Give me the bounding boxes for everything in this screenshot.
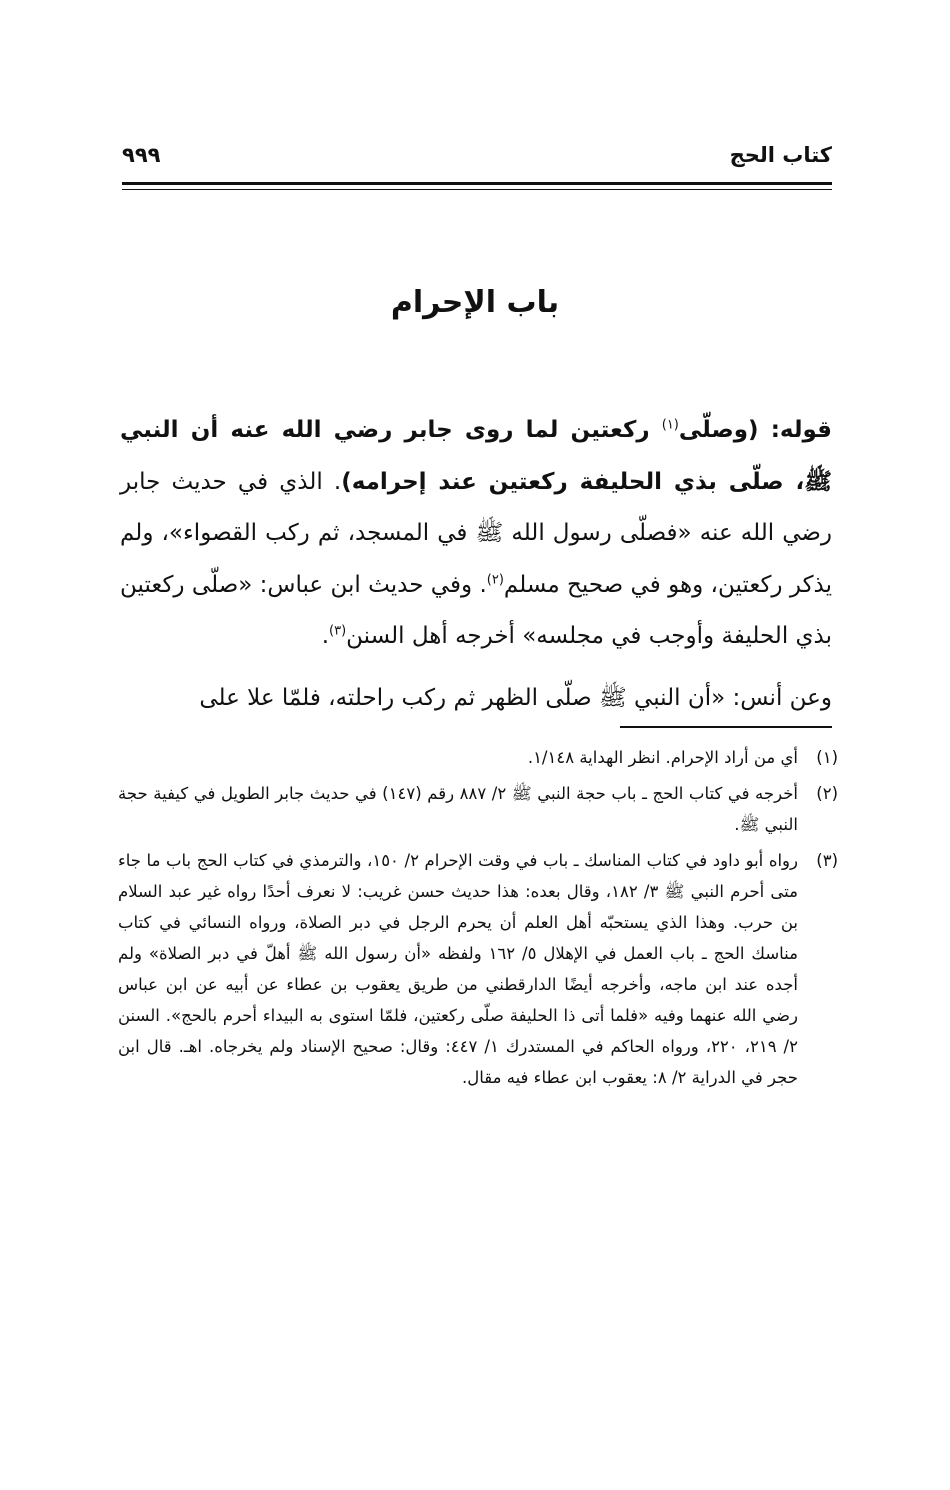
- footnote-ref-1: (١): [661, 417, 679, 433]
- footnote-separator: [620, 726, 832, 728]
- footnote-text: أي من أراد الإحرام. انظر الهداية ١/١٤٨.: [527, 748, 798, 767]
- page-number: ٩٩٩: [122, 143, 161, 167]
- commentary-text-2: . وفي حديث ابن عباس: «صلّى ركعتين بذي الحليفة وأوجب في مجلسه» أخرجه أهل السنن: [120, 571, 832, 649]
- footnotes: [118, 742, 838, 1098]
- footnote-2: [118, 778, 838, 840]
- footnote-ref-2: (٢): [486, 571, 504, 587]
- page-header: [122, 143, 832, 179]
- quoted-text-part-2: ركعتين لما روى جابر رضي الله عنه أن النبي ﷺ، صلّى بذي الحليفة ركعتين عند إحرامه): [120, 417, 832, 495]
- footnote-text: أخرجه في كتاب الحج ـ باب حجة النبي ﷺ ٢/ ٨٨٧ رقم (١٤٧) في حديث جابر الطويل في كيفية حجة النبي ﷺ.: [118, 784, 798, 834]
- footnote-1: [118, 742, 838, 773]
- header-rule-thin: [122, 189, 832, 190]
- paragraph-1: [120, 405, 832, 663]
- footnote-text: رواه أبو داود في كتاب المناسك ـ باب في وقت الإحرام ٢/ ١٥٠، والترمذي في كتاب الحج باب ما جاء متى أحرم النبي ﷺ ٣/ ١٨٢، وقال بعده: هذا حديث حسن غريب: لا نعرف أحدًا رواه غير عبد السلام بن حرب. وهذا الذي يستحبّه أهل العلم أن يحرم الرجل في دبر الصلاة، ورواه النسائي في كتاب مناسك الحج ـ باب العمل في الإهلال ٥/ ١٦٢ ولفظه «أن رسول الله ﷺ أهلّ في دبر الصلاة» ولم أجده عند ابن ماجه، وأخرجه أيضًا الدارقطني من طريق يعقوب بن عطاء عن أبيه عن ابن عباس رضي الله عنهما وفيه «فلما أتى ذا الحليفة صلّى ركعتين، فلمّا استوى به البيداء أحرم بالحج». السنن ٢/ ٢١٩، ٢٢٠، ورواه الحاكم في المستدرك ١/ ٤٤٧: وقال: صحيح الإسناد ولم يخرجاه. اهـ. قال ابن حجر في الدراية ٢/ ٨: يعقوب ابن عطاء فيه مقال.: [118, 851, 798, 1087]
- main-text: [120, 405, 832, 724]
- sentence-end: .: [321, 623, 330, 649]
- chapter-title: باب الإحرام: [390, 285, 560, 320]
- footnote-number: (٣): [816, 851, 838, 870]
- paragraph-2: وعن أنس: «أن النبي ﷺ صلّى الظهر ثم ركب راحلته، فلمّا علا على: [199, 684, 832, 711]
- footnote-ref-3: (٣): [329, 623, 347, 639]
- header-rule-thick: [122, 182, 832, 185]
- footnote-number: (١): [816, 748, 838, 767]
- running-title: كتاب الحج: [729, 143, 832, 167]
- footnote-number: (٢): [816, 784, 838, 803]
- quoted-text-part-1: قوله: (وصلّى: [678, 417, 832, 443]
- commentary-text-1: . الذي في حديث جابر رضي الله عنه «فصلّى رسول الله ﷺ في المسجد، ثم ركب القصواء»، ولم يذكر ركعتين، وهو في صحيح مسلم: [120, 468, 833, 598]
- footnote-3: [118, 845, 838, 1093]
